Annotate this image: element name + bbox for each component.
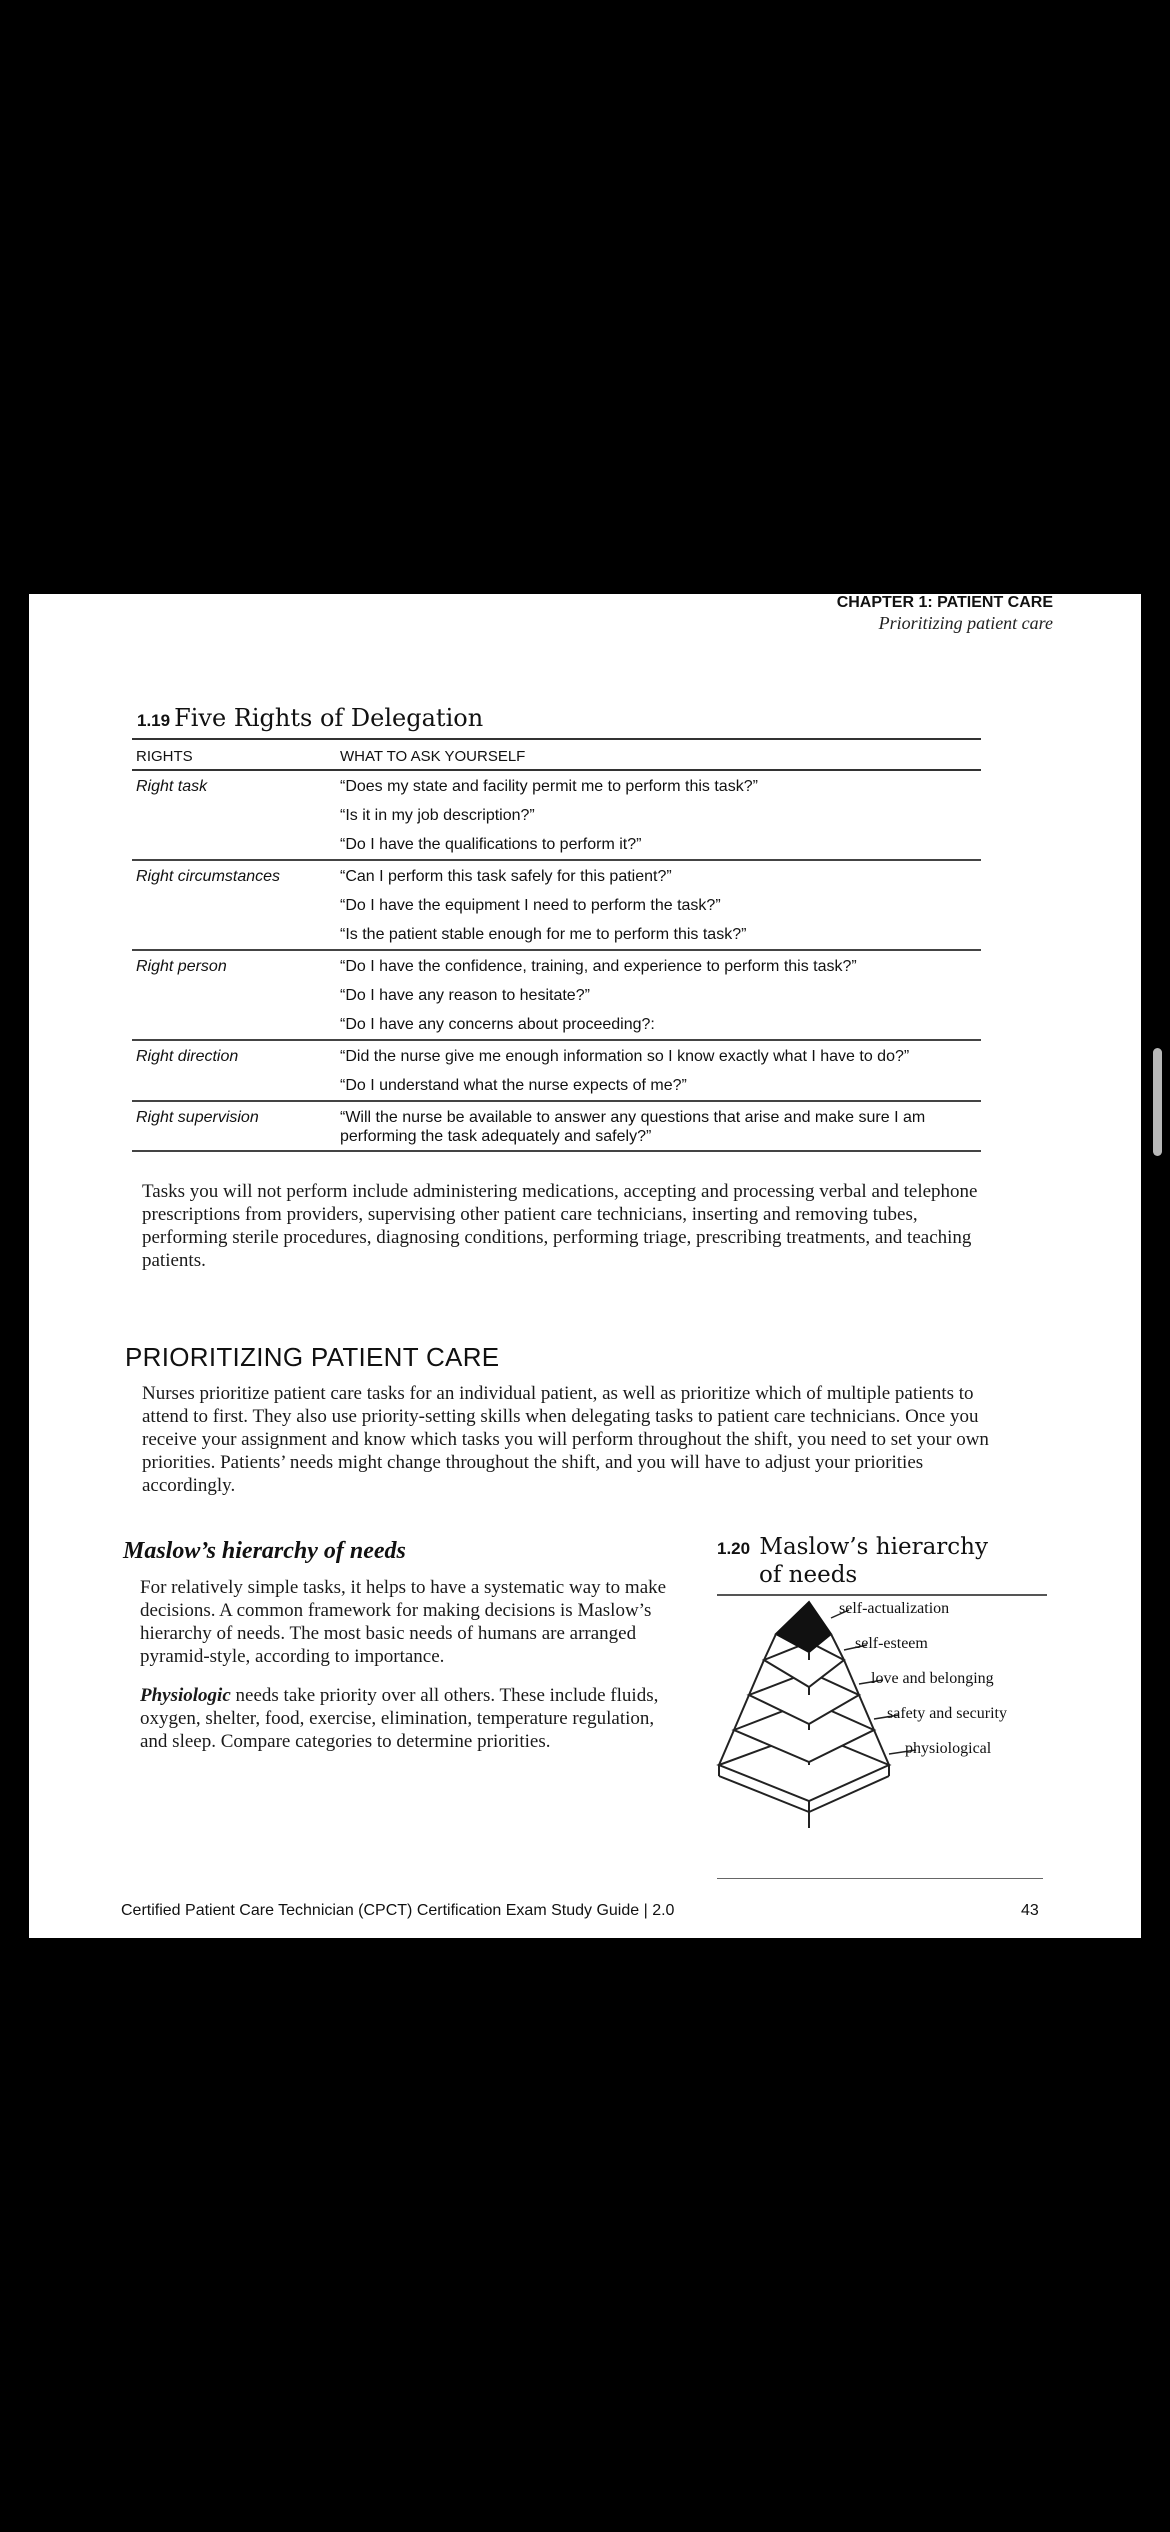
five-rights-table bbox=[132, 738, 981, 1152]
pyramid-label: self-actualization bbox=[839, 1600, 950, 1617]
figure-title-text: Five Rights of Delegation bbox=[174, 704, 484, 732]
subsection-heading: Maslow’s hierarchy of needs bbox=[123, 1538, 406, 1564]
page-number: 43 bbox=[1021, 1902, 1039, 1919]
table-row bbox=[132, 950, 981, 1040]
pyramid-level-self-actualization bbox=[776, 1602, 831, 1652]
maslow-paragraph-1: For relatively simple tasks, it helps to have a systematic way to make decisions. A common framework for making decisions is Maslow’s hierarchy of needs. The most basic needs of humans are arranged pyramid-style, according to importance. bbox=[140, 1577, 667, 1667]
prioritizing-paragraph: Nurses prioritize patient care tasks for an individual patient, as well as prioritize which of multiple patients to attend to first. They also use priority-setting skills when delegating tasks to patient care technicians. Once you receive your assignment and know which tasks you will perform throughout the shift, you need to set your own priorities. Patients’ needs might change throughout the shift, and you will have to adjust your priorities accordingly. bbox=[142, 1383, 989, 1496]
pyramid-label: physiological bbox=[905, 1740, 992, 1757]
column-header-rights: RIGHTS bbox=[132, 739, 336, 770]
pyramid-label: safety and security bbox=[887, 1705, 1007, 1722]
question: “Does my state and facility permit me to perform this task?” bbox=[340, 778, 758, 795]
question: “Can I perform this task safely for this patient?” bbox=[340, 868, 672, 885]
tasks-paragraph: Tasks you will not perform include administering medications, accepting and processing verbal and telephone prescriptions from providers, supervising other patient care technicians, inserting and removing tubes, performing sterile procedures, diagnosing conditions, performing triage, prescribing treatments, and teaching patients. bbox=[142, 1181, 978, 1271]
paragraph-text: needs take priority over all others. These include fluids, oxygen, shelter, food, exercise, elimination, temperature regulation, and sleep. Compare categories to determine priorities. bbox=[140, 1685, 659, 1752]
document-page bbox=[29, 594, 1141, 1938]
right-label: Right supervision bbox=[132, 1101, 336, 1151]
right-label: Right person bbox=[132, 950, 336, 1040]
question: “Do I have the qualifications to perform it?” bbox=[340, 836, 642, 853]
question: “Do I have the equipment I need to perform the task?” bbox=[340, 897, 721, 914]
chapter-header: CHAPTER 1: PATIENT CARE bbox=[836, 594, 1053, 611]
figure-top-rule bbox=[717, 1594, 1047, 1596]
figure-number: 1.19 bbox=[137, 711, 171, 730]
section-header: Prioritizing patient care bbox=[878, 613, 1053, 633]
footer-title: Certified Patient Care Technician (CPCT) Certification Exam Study Guide | 2.0 bbox=[121, 1902, 675, 1919]
table-row bbox=[132, 1101, 981, 1151]
question: “Is the patient stable enough for me to perform this task?” bbox=[340, 926, 747, 943]
figure-bottom-rule bbox=[717, 1878, 1043, 1879]
question: “Do I have any concerns about proceeding?: bbox=[340, 1016, 655, 1033]
figure-number: 1.20 bbox=[717, 1539, 751, 1558]
right-label: Right circumstances bbox=[132, 860, 336, 950]
section-heading: PRIORITIZING PATIENT CARE bbox=[125, 1342, 500, 1372]
right-label: Right task bbox=[132, 770, 336, 860]
paragraph-term: Physiologic bbox=[140, 1685, 231, 1706]
figure-title-line-1: Maslow’s hierarchy bbox=[759, 1534, 988, 1560]
pyramid-label: love and belonging bbox=[871, 1670, 994, 1687]
question: “Do I understand what the nurse expects of me?” bbox=[340, 1077, 687, 1094]
question: “Did the nurse give me enough information so I know exactly what I have to do?” bbox=[340, 1048, 910, 1065]
right-label: Right direction bbox=[132, 1040, 336, 1101]
scrollbar-thumb[interactable] bbox=[1153, 1048, 1162, 1156]
figure-1-20-title bbox=[717, 1534, 988, 1588]
column-header-ask: WHAT TO ASK YOURSELF bbox=[336, 739, 981, 770]
question: “Do I have any reason to hesitate?” bbox=[340, 987, 590, 1004]
question: “Will the nurse be available to answer any questions that arise and make sure I am performing the task adequately and safely?” bbox=[340, 1109, 926, 1145]
question: “Do I have the confidence, training, and experience to perform this task?” bbox=[340, 958, 857, 975]
pyramid-label: self-esteem bbox=[855, 1635, 928, 1652]
question: “Is it in my job description?” bbox=[340, 807, 535, 824]
maslow-paragraph-2 bbox=[140, 1684, 660, 1753]
table-row bbox=[132, 770, 981, 860]
figure-1-19-title bbox=[137, 704, 483, 732]
table-row bbox=[132, 1040, 981, 1101]
table-row bbox=[132, 860, 981, 950]
figure-title-line-2: of needs bbox=[759, 1562, 858, 1588]
